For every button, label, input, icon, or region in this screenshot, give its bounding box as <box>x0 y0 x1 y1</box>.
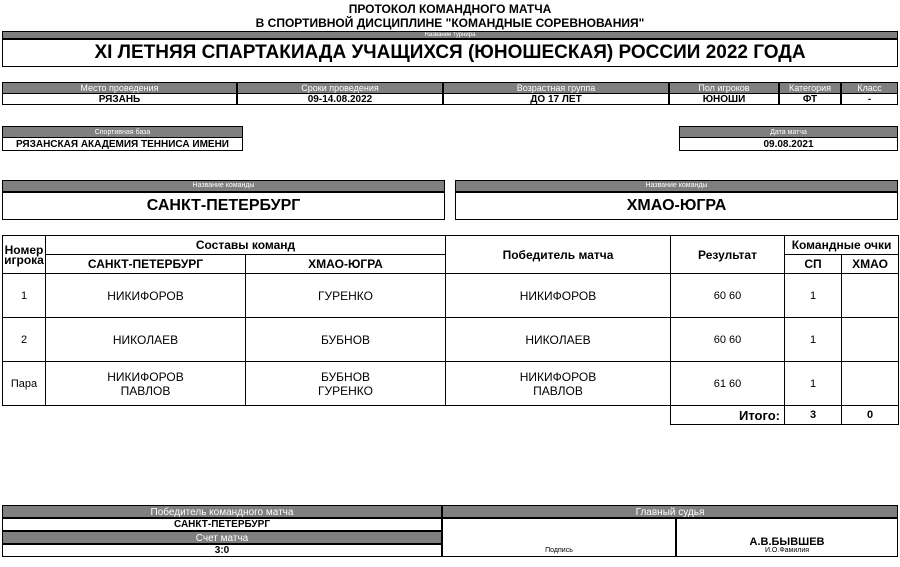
class-label: Класс <box>841 82 898 94</box>
row-winner-player2: ПАВЛОВ <box>533 383 583 398</box>
row-pair-player2: ГУРЕНКО <box>318 383 373 398</box>
age-value: ДО 17 ЛЕТ <box>443 93 669 105</box>
table-row <box>3 362 899 406</box>
gender-value: ЮНОШИ <box>669 93 779 105</box>
signature-caption: Подпись <box>545 547 573 554</box>
row-points-team1: 1 <box>785 362 842 406</box>
points-team2-header: ХМАО <box>842 255 899 274</box>
row-pair-winner <box>446 362 671 406</box>
row-winner-player1: НИКИФОРОВ <box>519 369 597 384</box>
lineup-team1-header: САНКТ-ПЕТЕРБУРГ <box>46 255 246 274</box>
row-player-team1: НИКОЛАЕВ <box>46 318 246 362</box>
row-result: 60 60 <box>671 318 785 362</box>
match-score-value: 3:0 <box>2 544 442 557</box>
row-result: 60 60 <box>671 274 785 318</box>
row-winner: НИКОЛАЕВ <box>446 318 671 362</box>
venue-label: Место проведения <box>2 82 237 94</box>
signature-box <box>442 518 676 557</box>
sports-base-value: РЯЗАНСКАЯ АКАДЕМИЯ ТЕННИСА ИМЕНИ <box>2 137 243 151</box>
tournament-label: Название турнира <box>2 31 898 39</box>
row-points-team2 <box>842 274 899 318</box>
tournament-name: XI ЛЕТНЯЯ СПАРТАКИАДА УЧАЩИХСЯ (ЮНОШЕСКАЯ) РОССИИ 2022 ГОДА <box>2 39 898 67</box>
row-points-team2 <box>842 362 899 406</box>
row-points-team1: 1 <box>785 318 842 362</box>
judge-name-box <box>676 518 898 557</box>
row-pair-team1 <box>46 362 246 406</box>
team-points-header: Командные очки <box>785 236 899 255</box>
row-number: 1 <box>3 274 46 318</box>
match-winner-value: САНКТ-ПЕТЕРБУРГ <box>2 518 442 531</box>
team2-name: ХМАО-ЮГРА <box>455 192 898 220</box>
table-row <box>3 318 899 362</box>
total-points-team2: 0 <box>842 406 899 425</box>
player-number-header-line1: Номер <box>4 242 44 257</box>
dates-label: Сроки проведения <box>237 82 443 94</box>
age-label: Возрастная группа <box>443 82 669 94</box>
total-label: Итого: <box>671 406 785 425</box>
row-points-team1: 1 <box>785 274 842 318</box>
match-score-label: Счет матча <box>2 531 442 544</box>
sports-base-label: Спортивная база <box>2 126 243 138</box>
match-date-value: 09.08.2021 <box>679 137 898 151</box>
protocol-subtitle: В СПОРТИВНОЙ ДИСЦИПЛИНЕ "КОМАНДНЫЕ СОРЕВНОВАНИЯ" <box>255 16 645 30</box>
row-number: 2 <box>3 318 46 362</box>
row-player-team2: ГУРЕНКО <box>246 274 446 318</box>
winner-header: Победитель матча <box>446 236 671 274</box>
match-date-label: Дата матча <box>679 126 898 138</box>
protocol-title: ПРОТОКОЛ КОМАНДНОГО МАТЧА <box>348 2 552 16</box>
category-label: Категория <box>779 82 841 94</box>
row-points-team2 <box>842 318 899 362</box>
row-player-team2: БУБНОВ <box>246 318 446 362</box>
result-header: Результат <box>671 236 785 274</box>
gender-label: Пол игроков <box>669 82 779 94</box>
judge-name: А.В.БЫВШЕВ <box>749 536 825 548</box>
total-points-team1: 3 <box>785 406 842 425</box>
row-number: Пара <box>3 362 46 406</box>
table-row <box>3 274 899 318</box>
venue-value: РЯЗАНЬ <box>2 93 237 105</box>
chief-judge-label: Главный судья <box>442 505 898 518</box>
category-value: ФТ <box>779 93 841 105</box>
row-pair-team2 <box>246 362 446 406</box>
row-pair-player1: НИКИФОРОВ <box>107 369 184 384</box>
row-player-team1: НИКИФОРОВ <box>46 274 246 318</box>
match-winner-label: Победитель командного матча <box>2 505 442 518</box>
team1-name: САНКТ-ПЕТЕРБУРГ <box>2 192 445 220</box>
player-number-header-line2: игрока <box>4 252 44 267</box>
row-result: 61 60 <box>671 362 785 406</box>
dates-value: 09-14.08.2022 <box>237 93 443 105</box>
player-number-header <box>3 236 46 274</box>
judge-name-caption: И.О.Фамилия <box>764 547 810 554</box>
row-pair-player1: БУБНОВ <box>320 369 371 384</box>
class-value: - <box>841 93 898 105</box>
results-table <box>2 235 899 425</box>
team1-label: Название команды <box>2 180 445 192</box>
points-team1-header: СП <box>785 255 842 274</box>
row-pair-player2: ПАВЛОВ <box>120 383 171 398</box>
lineup-team2-header: ХМАО-ЮГРА <box>246 255 446 274</box>
total-spacer <box>3 406 671 425</box>
lineups-header: Составы команд <box>46 236 446 255</box>
team2-label: Название команды <box>455 180 898 192</box>
row-winner: НИКИФОРОВ <box>446 274 671 318</box>
